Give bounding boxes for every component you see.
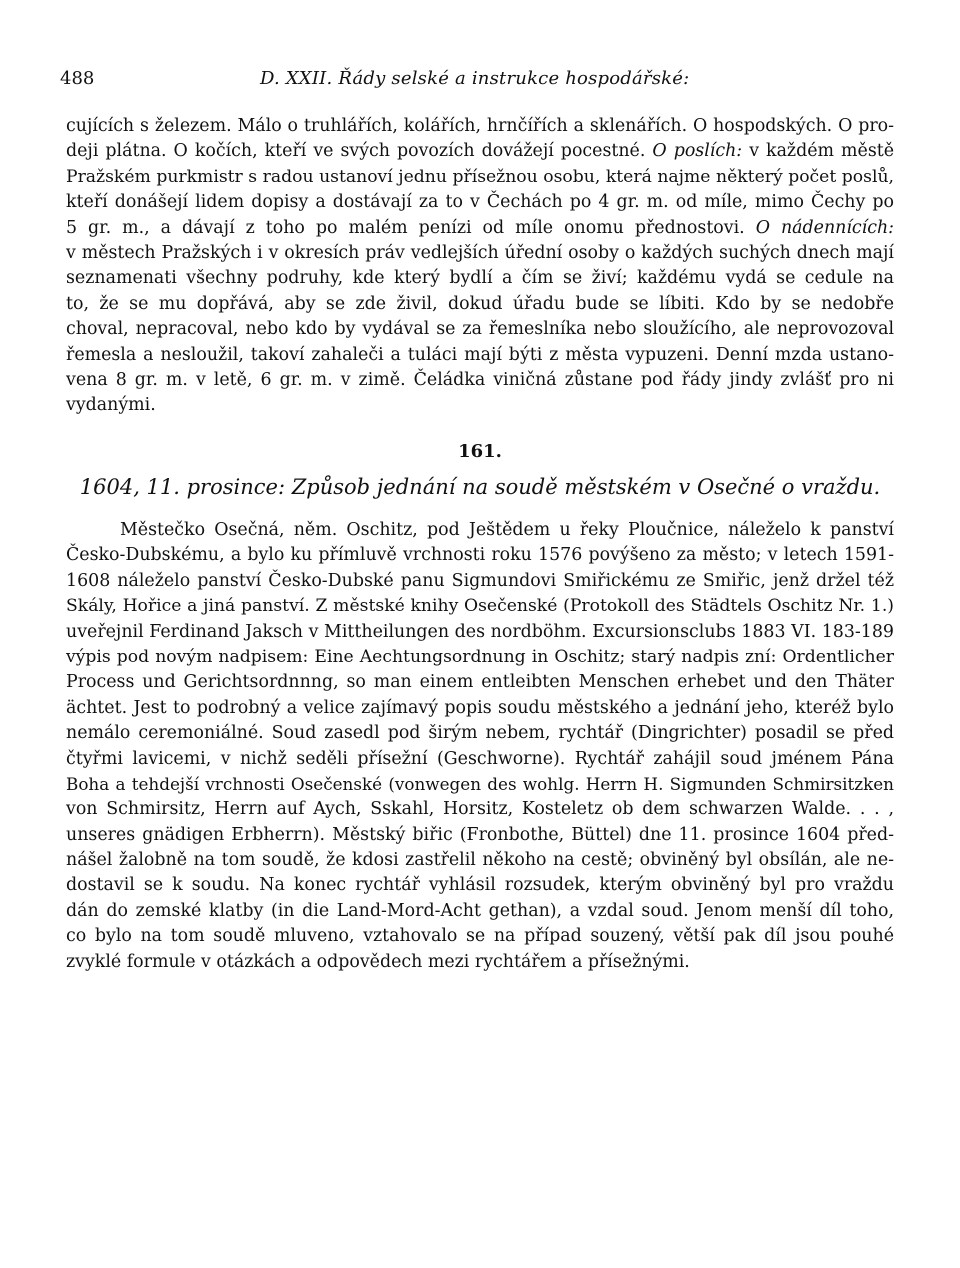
text-line: Česko-Dubskému, a bylo ku přímluvě vrchnosti roku 1576 povýšeno za město; v letech 1591- [66,545,894,566]
text-line: výpis pod novým nadpisem: Eine Aechtungsordnung in Oschitz; starý nadpis zní: Ordentlicher [66,646,894,667]
text-line: Process und Gerichtsordnnng, so man einem entleibten Menschen erhebet und den Thäter [66,672,894,693]
text-line-part: 5 gr. m., a dávají z toho po malém penízi od míle onomu přednostovi. [66,217,745,238]
text-line: Skály, Hořice a jiná panství. Z městské knihy Osečenské (Protokoll des Städtels Oschitz Nr. 1.) [66,596,894,617]
text-line-part: v každém městě [749,141,895,162]
text-line: Boha a tehdejší vrchnosti Osečenské (vonwegen des wohlg. Herrn H. Sigmunden Schmirsitzken [66,773,894,794]
text-line: cujících s železem. Málo o truhlářích, kolářích, hrnčířích a sklenářích. O hospodských. O pro- [66,116,894,136]
text-line: vena 8 gr. m. v letě, 6 gr. m. v zimě. Čeládka viničná zůstane pod řády jindy zvlášť pro ni [66,369,894,390]
text-line: co bylo na tom soudě mluveno, vztahovalo se na případ souzený, větší pak díl jsou pouhé [66,926,894,947]
section-title: 1604, 11. prosince: Způsob jednání na soudě městském v Osečné o vraždu. [79,475,881,499]
text-line: 1608 náleželo panství Česko-Dubské panu Sigmundovi Smiřickému ze Smiřic, jenž držel též [66,570,894,591]
text-line-part: deji plátna. O kočích, kteří ve svých povozích dovážejí pocestné. [66,141,646,162]
text-line: Pražském purkmistr s radou ustanoví jednu přísežnou osobu, která najme některý počet poslů, [66,166,894,187]
text-line: ächtet. Jest to podrobný a velice zajímavý popis soudu městského a jednání jeho, kteréž bylo [66,697,894,718]
text-line: uveřejnil Ferdinand Jaksch v Mittheilungen des nordböhm. Excursionsclubs 1883 VI. 183-189 [66,621,894,642]
book-page [60,0,895,1268]
text-line: seznamenati všechny podruhy, kde který bydlí a čím se živí; každému vydá se cedule na [66,268,894,289]
text-line: nášel žalobně na tom soudě, že kdosi zastřelil někoho na cestě; obviněný byl obsílán, ale ne- [66,850,894,871]
text-line [66,139,894,164]
section-number: 161. [458,441,502,462]
page-number: 488 [60,68,95,89]
text-line [66,216,894,241]
text-line: unseres gnädigen Erbherrn). Městský biřic (Fronbothe, Büttel) dne 11. prosince 1604 před- [66,824,894,845]
paragraph-2 [66,518,894,975]
text-line: kteří donášejí lidem dopisy a dostávají za to v Čechách po 4 gr. m. od míle, mimo Čechy po [66,192,894,213]
text-line: vydanými. [66,395,156,416]
text-line: dán do zemské klatby (in die Land-Mord-Acht gethan), a vzdal soud. Jenom menší díl toho, [66,900,894,921]
italic-heading-poslich: O poslích: [652,141,743,162]
text-line: čtyřmi lavicemi, v nichž seděli přísežní (Geschworne). Rychtář zahájil soud jménem Pána [66,748,894,769]
paragraph-1 [66,114,894,419]
text-line: von Schmirsitz, Herrn auf Aych, Sskahl, Horsitz, Kosteletz ob dem schwarzen Walde. . . , [66,799,894,820]
text-line: nemálo ceremoniálné. Soud zasedl pod širým nebem, rychtář (Dingrichter) posadil se před [66,723,894,744]
running-title: D. XXII. Řády selské a instrukce hospodářské: [260,68,690,89]
text-line: v městech Pražských i v okresích práv vedlejších úřední osoby o každých suchých dnech mají [66,242,894,263]
text-line: řemesla a nesloužil, takoví zahaleči a tuláci mají býti z města vypuzeni. Denní mzda ustano- [66,344,894,365]
text-line: zvyklé formule v otázkách a odpovědech mezi rychtářem a přísežnými. [66,951,690,972]
text-line: Městečko Osečná, něm. Oschitz, pod Ještědem u řeky Ploučnice, náleželo k panství [120,520,894,540]
running-head [60,64,894,92]
text-line: to, že se mu dopřává, aby se zde živil, dokud úřadu bude se líbiti. Kdo by se nedobře [66,293,894,314]
text-line: dostavil se k soudu. Na konec rychtář vyhlásil rozsudek, kterým obviněný byl pro vraždu [66,875,894,896]
text-line: choval, nepracoval, nebo kdo by vydával se za řemeslníka nebo sloužícího, ale neprovozoval [66,319,894,340]
italic-heading-nadennicich: O nádennících: [755,217,895,238]
